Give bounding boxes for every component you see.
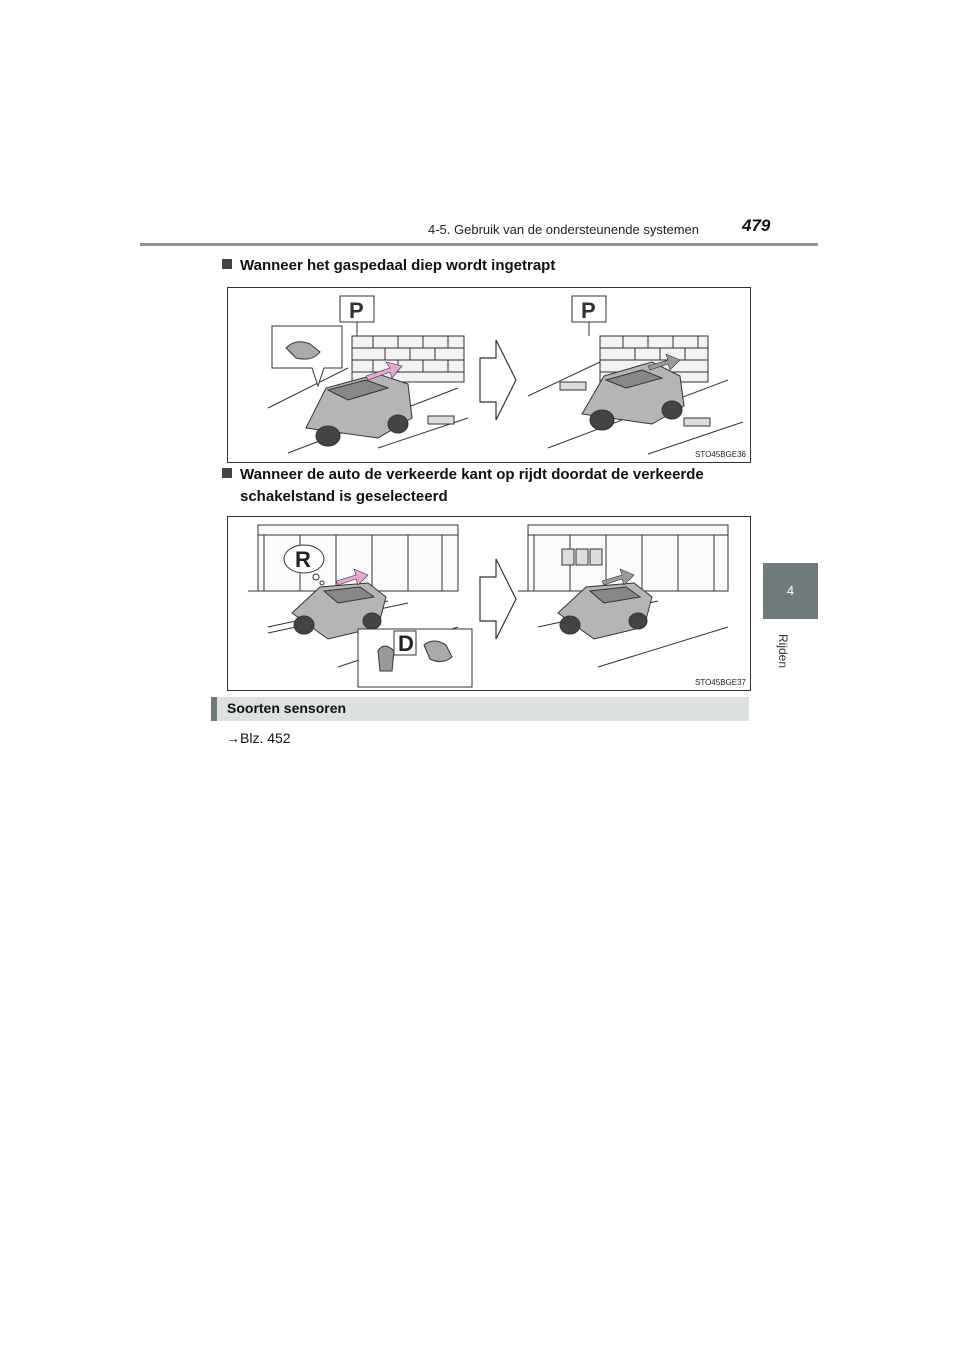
section-title: 4-5. Gebruik van de ondersteunende systemen [428, 222, 700, 237]
chapter-label: Rijden [776, 634, 790, 669]
transition-arrow-icon [480, 559, 516, 639]
figure-code: STO45BGE37 [695, 678, 746, 687]
gear-d-label: D [398, 631, 414, 656]
heading-wrong-gear [222, 464, 750, 508]
heading-accelerator [222, 255, 555, 277]
bullet-square-icon [222, 468, 232, 478]
section-heading-sensors [211, 697, 749, 721]
svg-text:P: P [349, 298, 364, 323]
gear-r-label: R [295, 547, 311, 572]
figure-code: STO45BGE36 [695, 450, 746, 459]
accelerator-scene [228, 288, 750, 462]
transition-arrow-icon [480, 340, 516, 420]
svg-text:P: P [581, 298, 596, 323]
bullet-square-icon [222, 259, 232, 269]
header-divider [140, 243, 818, 246]
illustration-accelerator [227, 287, 751, 463]
section-heading-text: Soorten sensoren [227, 700, 347, 716]
heading-wrong-gear-line2: schakelstand is geselecteerd [240, 488, 448, 505]
wrong-gear-scene [228, 517, 750, 690]
page-reference-link[interactable]: →Blz. 452 [226, 730, 291, 746]
chapter-tab[interactable]: 4 [763, 563, 818, 619]
heading-accelerator-text: Wanneer het gaspedaal diep wordt ingetrapt [240, 257, 556, 274]
heading-wrong-gear-line1: Wanneer de auto de verkeerde kant op rijdt doordat de verkeerde [240, 466, 704, 483]
page-number: 479 [742, 216, 771, 235]
illustration-wrong-gear [227, 516, 751, 691]
